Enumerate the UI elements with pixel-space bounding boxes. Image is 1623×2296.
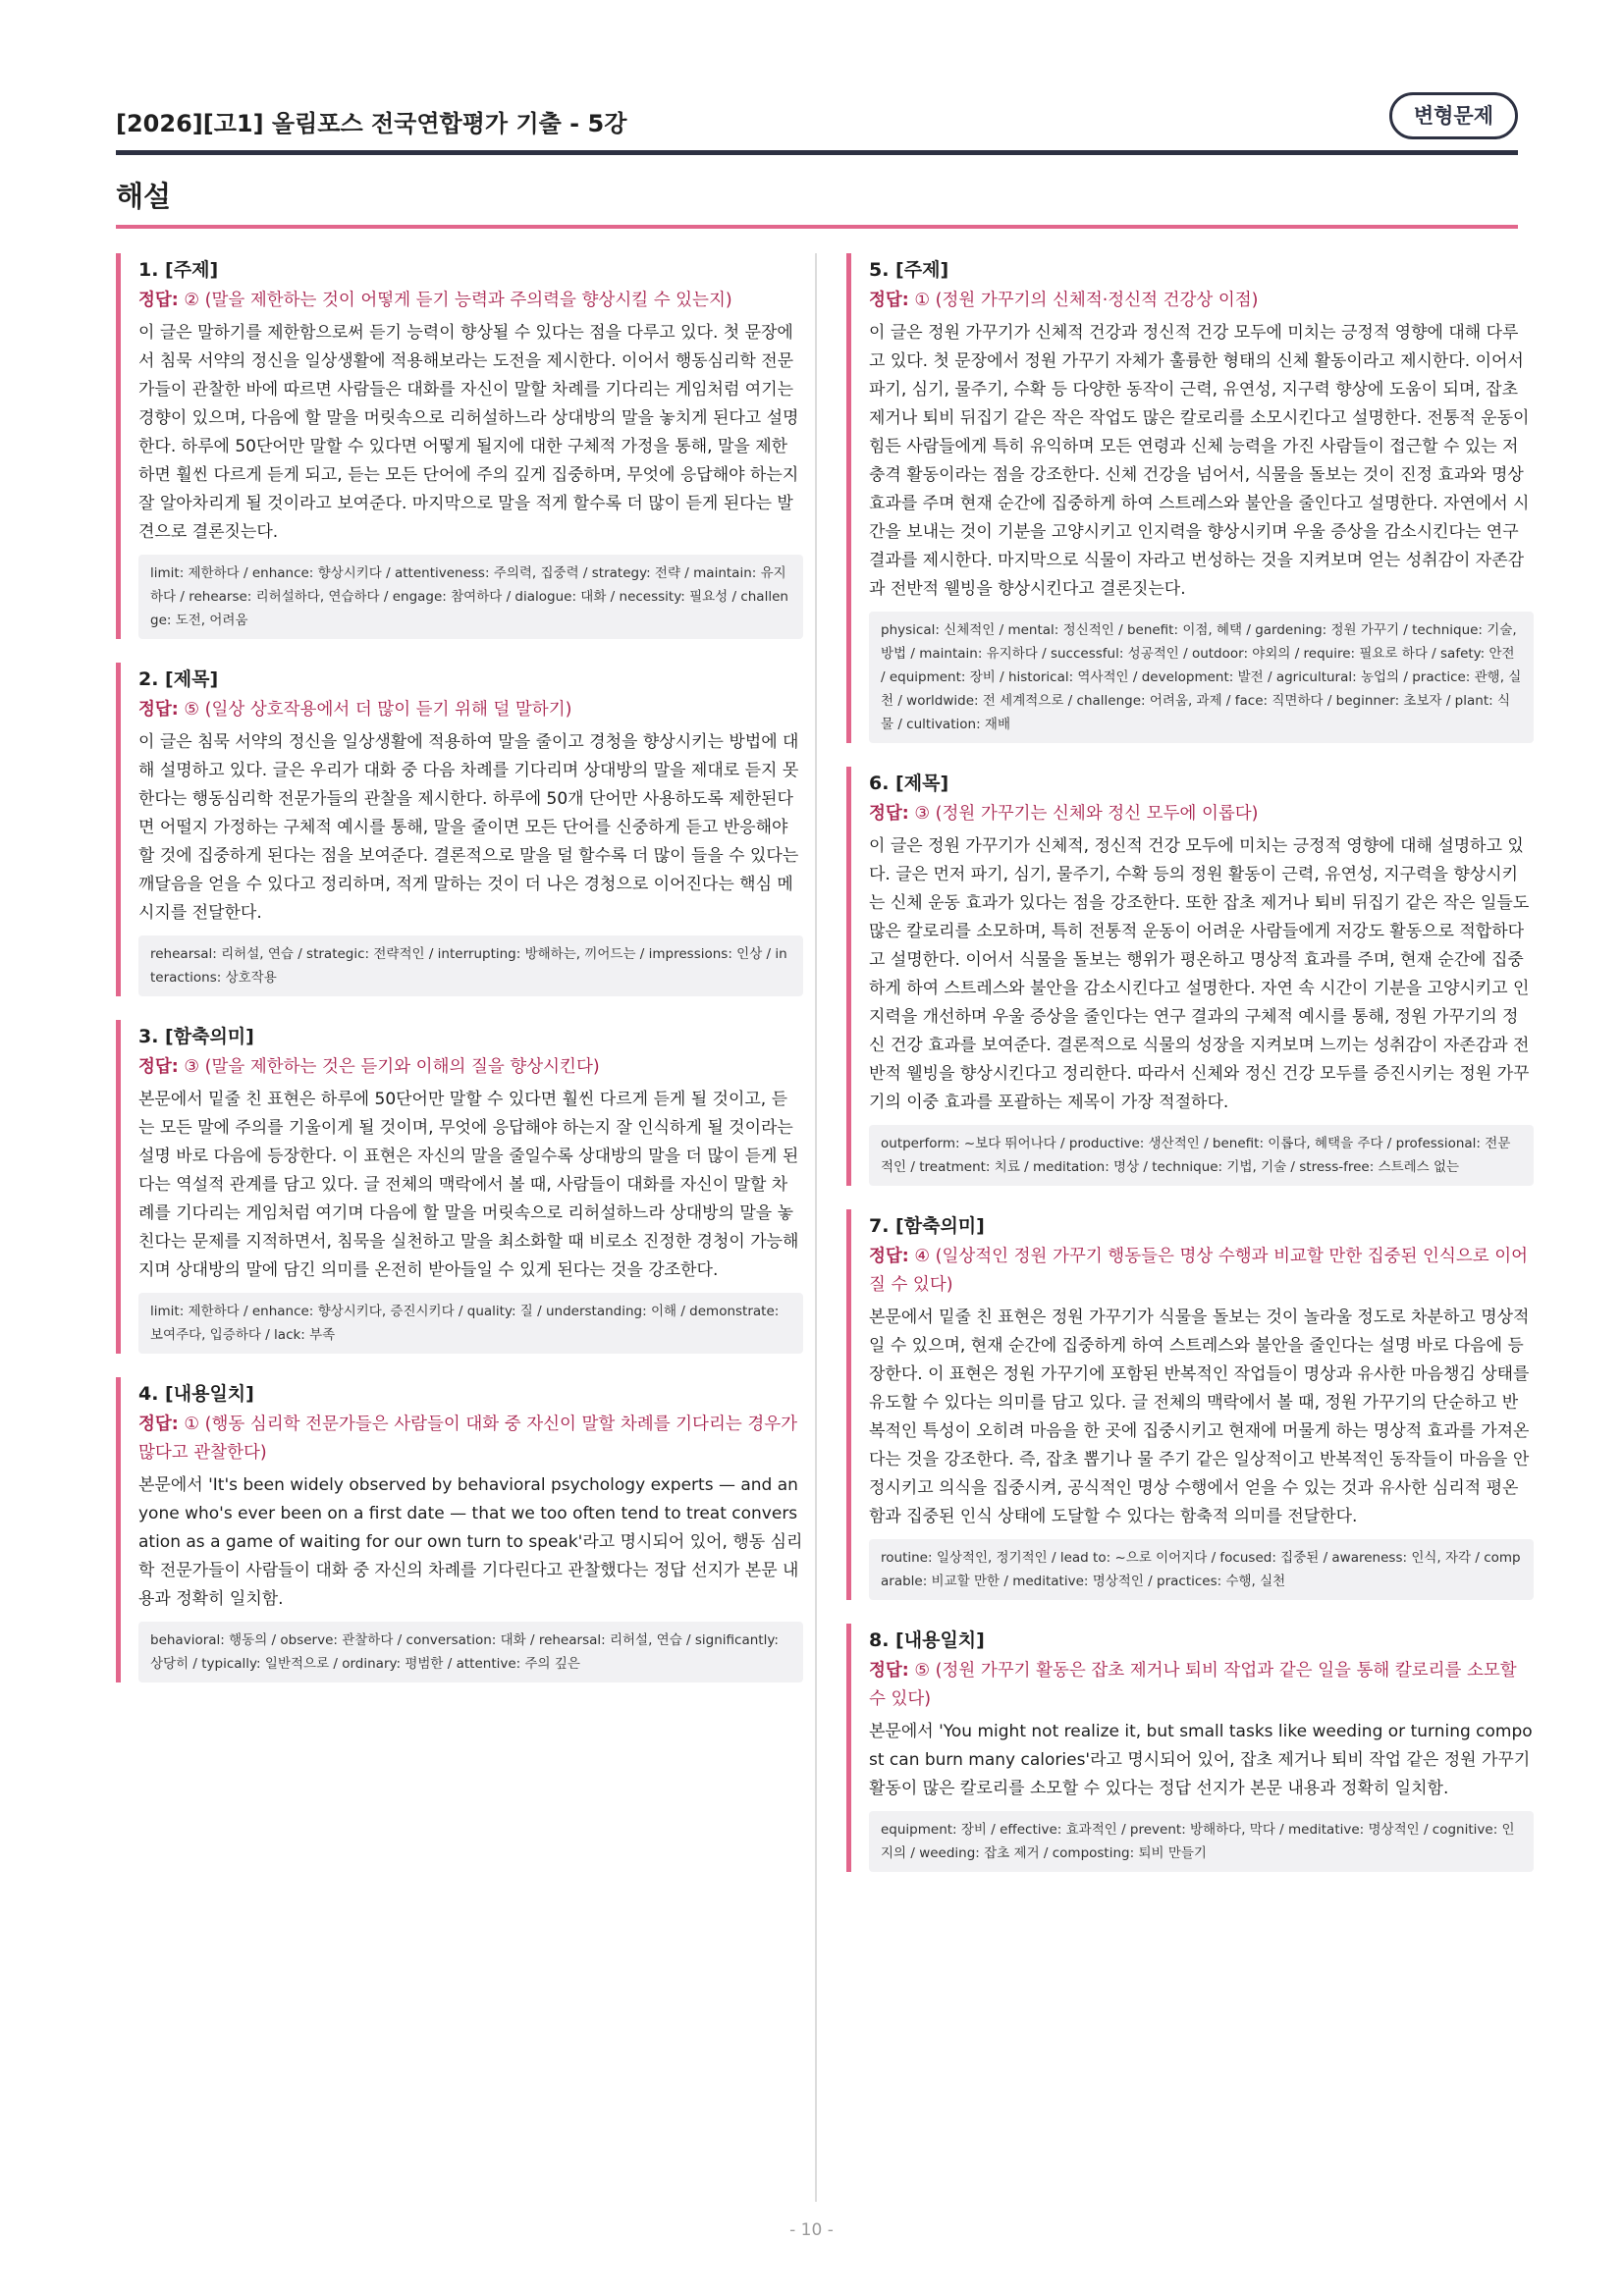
question-heading: 1. [주제] bbox=[138, 259, 219, 281]
vocabulary-box: routine: 일상적인, 정기적인 / lead to: ~으로 이어지다 / focused: 집중된 / awareness: 인식, 자각 / comparable: 비교할 만한 / meditative: 명상적인 / practices: 수행, 실천 bbox=[869, 1539, 1534, 1600]
question-heading: 5. [주제] bbox=[869, 259, 949, 281]
question-block-7 bbox=[846, 1209, 1534, 1600]
answer-text: ④ (일상적인 정원 가꾸기 행동들은 명상 수행과 비교할 만한 집중된 인식으로 이어질 수 있다) bbox=[869, 1247, 1529, 1295]
right-column bbox=[846, 253, 1534, 1896]
question-block-2 bbox=[116, 663, 803, 996]
question-heading: 3. [함축의미] bbox=[138, 1026, 254, 1047]
explanation-text: 이 글은 말하기를 제한함으로써 듣기 능력이 향상될 수 있다는 점을 다루고 있다. 첫 문장에서 침묵 서약의 정신을 일상생활에 적용해보라는 도전을 제시한다. 이어서 행동심리학 전문가들이 관찰한 바에 따르면 사람들은 대화를 자신이 말할 차례를 기다리는 게임처럼 여기는 경향이 있으며, 다음에 할 말을 머릿속으로 리허설하느라 상대방의 말을 놓치게 된다고 설명한다. 하루에 50단어만 말할 수 있다면 어떻게 될지에 대한 구체적 가정을 통해, 말을 제한하면 훨씬 다르게 듣게 되고, 듣는 모든 단어에 주의 깊게 집중하며, 무엇에 응답해야 하는지 잘 알아차리게 될 것이라고 보여준다. 마지막으로 말을 적게 할수록 더 많이 듣게 된다는 발견으로 결론짓는다. bbox=[138, 323, 799, 542]
answer-label: 정답: bbox=[869, 291, 909, 310]
question-block-4 bbox=[116, 1377, 803, 1682]
answer-label: 정답: bbox=[138, 700, 179, 720]
vocabulary-box: rehearsal: 리허설, 연습 / strategic: 전략적인 / interrupting: 방해하는, 끼어드는 / impressions: 인상 / interactions: 상호작용 bbox=[138, 935, 803, 996]
answer-label: 정답: bbox=[869, 804, 909, 824]
answer-line bbox=[869, 287, 1534, 315]
vocabulary-box: limit: 제한하다 / enhance: 향상시키다, 증진시키다 / quality: 질 / understanding: 이해 / demonstrate: 보여주다, 입증하다 / lack: 부족 bbox=[138, 1293, 803, 1354]
answer-line bbox=[138, 1053, 803, 1082]
explanation-text: 본문에서 'It's been widely observed by behavioral psychology experts — and anyone who's ever been on a first date — that we too often tend to treat conversation as a game of waiting for our own turn to speak'라고 명시되어 있어, 행동 심리학 전문가들이 사람들이 대화 중 자신의 차례를 기다린다고 관찰했다는 정답 선지가 본문 내용과 정확히 일치함. bbox=[138, 1475, 803, 1609]
answer-line bbox=[138, 696, 803, 724]
question-block-8 bbox=[846, 1624, 1534, 1872]
question-block-3 bbox=[116, 1020, 803, 1354]
column-divider bbox=[815, 253, 817, 2202]
question-heading: 6. [제목] bbox=[869, 773, 949, 794]
vocabulary-box: equipment: 장비 / effective: 효과적인 / prevent: 방해하다, 막다 / meditative: 명상적인 / cognitive: 인지의 / weeding: 잡초 제거 / composting: 퇴비 만들기 bbox=[869, 1811, 1534, 1872]
explanation-text: 본문에서 밑줄 친 표현은 하루에 50단어만 말할 수 있다면 훨씬 다르게 듣게 될 것이고, 듣는 모든 말에 주의를 기울이게 될 것이며, 무엇에 응답해야 하는지 잘 인식하게 될 것이라는 설명 바로 다음에 등장한다. 이 표현은 자신의 말을 줄일수록 상대방의 말을 더 많이 듣게 된다는 역설적 관계를 담고 있다. 글 전체의 맥락에서 볼 때, 사람들이 대화를 자신이 말할 차례를 기다리는 게임처럼 여기며 다음에 할 말을 머릿속으로 리허설하느라 상대방의 말을 놓친다는 문제를 지적하면서, 침묵을 실천하고 말을 최소화할 때 비로소 진정한 경청이 가능해지며 상대방의 말에 담긴 의미를 온전히 받아들일 수 있게 된다는 것을 강조한다. bbox=[138, 1090, 799, 1280]
document-title: [2026][고1] 올림포스 전국연합평가 기출 - 5강 bbox=[116, 110, 627, 137]
answer-line bbox=[869, 1657, 1534, 1714]
explanation-text: 이 글은 정원 가꾸기가 신체적, 정신적 건강 모두에 미치는 긍정적 영향에 대해 설명하고 있다. 글은 먼저 파기, 심기, 물주기, 수확 등의 정원 활동이 근력, 유연성, 지구력을 향상시키는 신체 운동 효과가 있다는 점을 강조한다. 또한 잡초 제거나 퇴비 뒤집기 같은 작은 일들도 많은 칼로리를 소모하며, 특히 전통적 운동이 어려운 사람들에게 저강도 활동으로 적합하다고 설명한다. 이어서 식물을 돌보는 행위가 평온하고 명상적 효과를 주며, 현재 순간에 집중하게 하여 스트레스와 불안을 감소시킨다고 설명한다. 자연 속 시간이 기분을 고양시키고 인지력을 개선하며 우울 증상을 줄인다는 연구 결과의 구체적 예시를 통해, 정원 가꾸기의 정신 건강 효과를 보여준다. 결론적으로 식물의 성장을 지켜보며 느끼는 성취감이 자존감과 전반적 웰빙을 향상시킨다고 정리한다. 따라서 신체와 정신 건강 모두를 증진시키는 정원 가꾸기의 이중 효과를 포괄하는 제목이 가장 적절하다. bbox=[869, 836, 1530, 1112]
answer-label: 정답: bbox=[869, 1247, 909, 1266]
explanation-text: 본문에서 밑줄 친 표현은 정원 가꾸기가 식물을 돌보는 것이 놀라울 정도로 차분하고 명상적일 수 있으며, 현재 순간에 집중하게 하여 스트레스와 불안을 줄인다는 설명 바로 다음에 등장한다. 이 표현은 정원 가꾸기에 포함된 반복적인 작업들이 명상과 유사한 마음챙김 상태를 유도할 수 있다는 의미를 담고 있다. 글 전체의 맥락에서 볼 때, 정원 가꾸기의 단순하고 반복적인 특성이 오히려 마음을 한 곳에 집중시키고 현재에 머물게 하는 명상적 효과를 가져온다는 것을 강조한다. 즉, 잡초 뽑기나 물 주기 같은 일상적이고 반복적인 동작들이 마음을 안정시키고 의식을 집중시켜, 공식적인 명상 수행에서 얻을 수 있는 것과 유사한 심리적 평온함과 집중된 인식 상태에 도달할 수 있다는 함축적 의미를 전달한다. bbox=[869, 1308, 1530, 1526]
left-column bbox=[116, 253, 803, 1706]
explanation-text: 본문에서 'You might not realize it, but small tasks like weeding or turning compost can burn many calories'라고 명시되어 있어, 잡초 제거나 퇴비 작업 같은 정원 가꾸기 활동이 많은 칼로리를 소모할 수 있다는 정답 선지가 본문 내용과 정확히 일치함. bbox=[869, 1722, 1533, 1798]
question-heading: 8. [내용일치] bbox=[869, 1629, 985, 1651]
answer-text: ⑤ (일상 상호작용에서 더 많이 듣기 위해 덜 말하기) bbox=[184, 700, 572, 720]
vocabulary-box: behavioral: 행동의 / observe: 관찰하다 / conversation: 대화 / rehearsal: 리허설, 연습 / significantly: 상당히 / typically: 일반적으로 / ordinary: 평범한 / attentive: 주의 깊은 bbox=[138, 1622, 803, 1682]
answer-line bbox=[869, 1243, 1534, 1300]
type-badge: 변형문제 bbox=[1389, 92, 1518, 139]
answer-text: ② (말을 제한하는 것이 어떻게 듣기 능력과 주의력을 향상시킬 수 있는지) bbox=[184, 291, 732, 310]
answer-line bbox=[138, 287, 803, 315]
explanation-text: 이 글은 정원 가꾸기가 신체적 건강과 정신적 건강 모두에 미치는 긍정적 영향에 대해 다루고 있다. 첫 문장에서 정원 가꾸기 자체가 훌륭한 형태의 신체 활동이라고 제시한다. 이어서 파기, 심기, 물주기, 수확 등 다양한 동작이 근력, 유연성, 지구력 향상에 도움이 되며, 잡초 제거나 퇴비 뒤집기 같은 작은 작업도 많은 칼로리를 소모시킨다고 설명한다. 전통적 운동이 힘든 사람들에게 특히 유익하며 모든 연령과 신체 능력을 가진 사람들이 접근할 수 있는 저충격 활동이라는 점을 강조한다. 신체 건강을 넘어서, 식물을 돌보는 것이 진정 효과와 명상 효과를 주며 현재 순간에 집중하게 하여 스트레스와 불안을 줄인다고 설명한다. 자연에서 시간을 보내는 것이 기분을 고양시키고 인지력을 향상시키며 우울 증상을 감소시킨다는 연구 결과를 제시한다. 마지막으로 식물이 자라고 번성하는 것을 지켜보며 얻는 성취감이 자존감과 전반적 웰빙을 향상시킨다고 결론짓는다. bbox=[869, 323, 1530, 599]
page-number: - 10 - bbox=[789, 2220, 834, 2240]
answer-line bbox=[138, 1411, 803, 1468]
answer-text: ① (행동 심리학 전문가들은 사람들이 대화 중 자신이 말할 차례를 기다리는 경우가 많다고 관찰한다) bbox=[138, 1415, 798, 1463]
question-heading: 7. [함축의미] bbox=[869, 1215, 985, 1237]
answer-label: 정답: bbox=[138, 1057, 179, 1077]
answer-label: 정답: bbox=[869, 1661, 909, 1681]
answer-text: ③ (정원 가꾸기는 신체와 정신 모두에 이롭다) bbox=[914, 804, 1259, 824]
vocabulary-box: physical: 신체적인 / mental: 정신적인 / benefit: 이점, 혜택 / gardening: 정원 가꾸기 / technique: 기술, 방법 / maintain: 유지하다 / successful: 성공적인 / outdoor: 야외의 / require: 필요로 하다 / safety: 안전 / equipment: 장비 / historical: 역사적인 / development: 발전 / agricultural: 농업의 / practice: 관행, 실천 / worldwide: 전 세계적으로 / challenge: 어려움, 과제 / face: 직면하다 / beginner: 초보자 / plant: 식물 / cultivation: 재배 bbox=[869, 612, 1534, 743]
answer-text: ③ (말을 제한하는 것은 듣기와 이해의 질을 향상시킨다) bbox=[184, 1057, 600, 1077]
answer-line bbox=[869, 800, 1534, 828]
question-block-6 bbox=[846, 767, 1534, 1186]
answer-label: 정답: bbox=[138, 291, 179, 310]
vocabulary-box: limit: 제한하다 / enhance: 향상시키다 / attentiveness: 주의력, 집중력 / strategy: 전략 / maintain: 유지하다 / rehearse: 리허설하다, 연습하다 / engage: 참여하다 / dialogue: 대화 / necessity: 필요성 / challenge: 도전, 어려움 bbox=[138, 555, 803, 639]
answer-text: ① (정원 가꾸기의 신체적·정신적 건강상 이점) bbox=[914, 291, 1259, 310]
question-heading: 4. [내용일치] bbox=[138, 1383, 254, 1405]
section-title: 해설 bbox=[116, 180, 172, 213]
question-block-5 bbox=[846, 253, 1534, 743]
vocabulary-box: outperform: ~보다 뛰어나다 / productive: 생산적인 / benefit: 이롭다, 혜택을 주다 / professional: 전문적인 / treatment: 치료 / meditation: 명상 / technique: 기법, 기술 / stress-free: 스트레스 없는 bbox=[869, 1125, 1534, 1186]
answer-text: ⑤ (정원 가꾸기 활동은 잡초 제거나 퇴비 작업과 같은 일을 통해 칼로리를 소모할 수 있다) bbox=[869, 1661, 1517, 1709]
page-header bbox=[116, 90, 1518, 155]
question-block-1 bbox=[116, 253, 803, 639]
answer-label: 정답: bbox=[138, 1415, 179, 1434]
section-divider bbox=[116, 225, 1518, 229]
explanation-text: 이 글은 침묵 서약의 정신을 일상생활에 적용하여 말을 줄이고 경청을 향상시키는 방법에 대해 설명하고 있다. 글은 우리가 대화 중 다음 차례를 기다리며 상대방의 말을 제대로 듣지 못한다는 행동심리학 전문가들의 관찰을 제시한다. 하루에 50개 단어만 사용하도록 제한된다면 어떨지 가정하는 구체적 예시를 통해, 말을 줄이면 모든 단어를 신중하게 듣고 반응해야 할 것에 집중하게 된다는 점을 보여준다. 결론적으로 말을 덜 할수록 더 많이 들을 수 있다는 깨달음을 얻을 수 있다고 정리하며, 적게 말하는 것이 더 나은 경청으로 이어진다는 핵심 메시지를 전달한다. bbox=[138, 732, 799, 923]
question-heading: 2. [제목] bbox=[138, 668, 219, 690]
